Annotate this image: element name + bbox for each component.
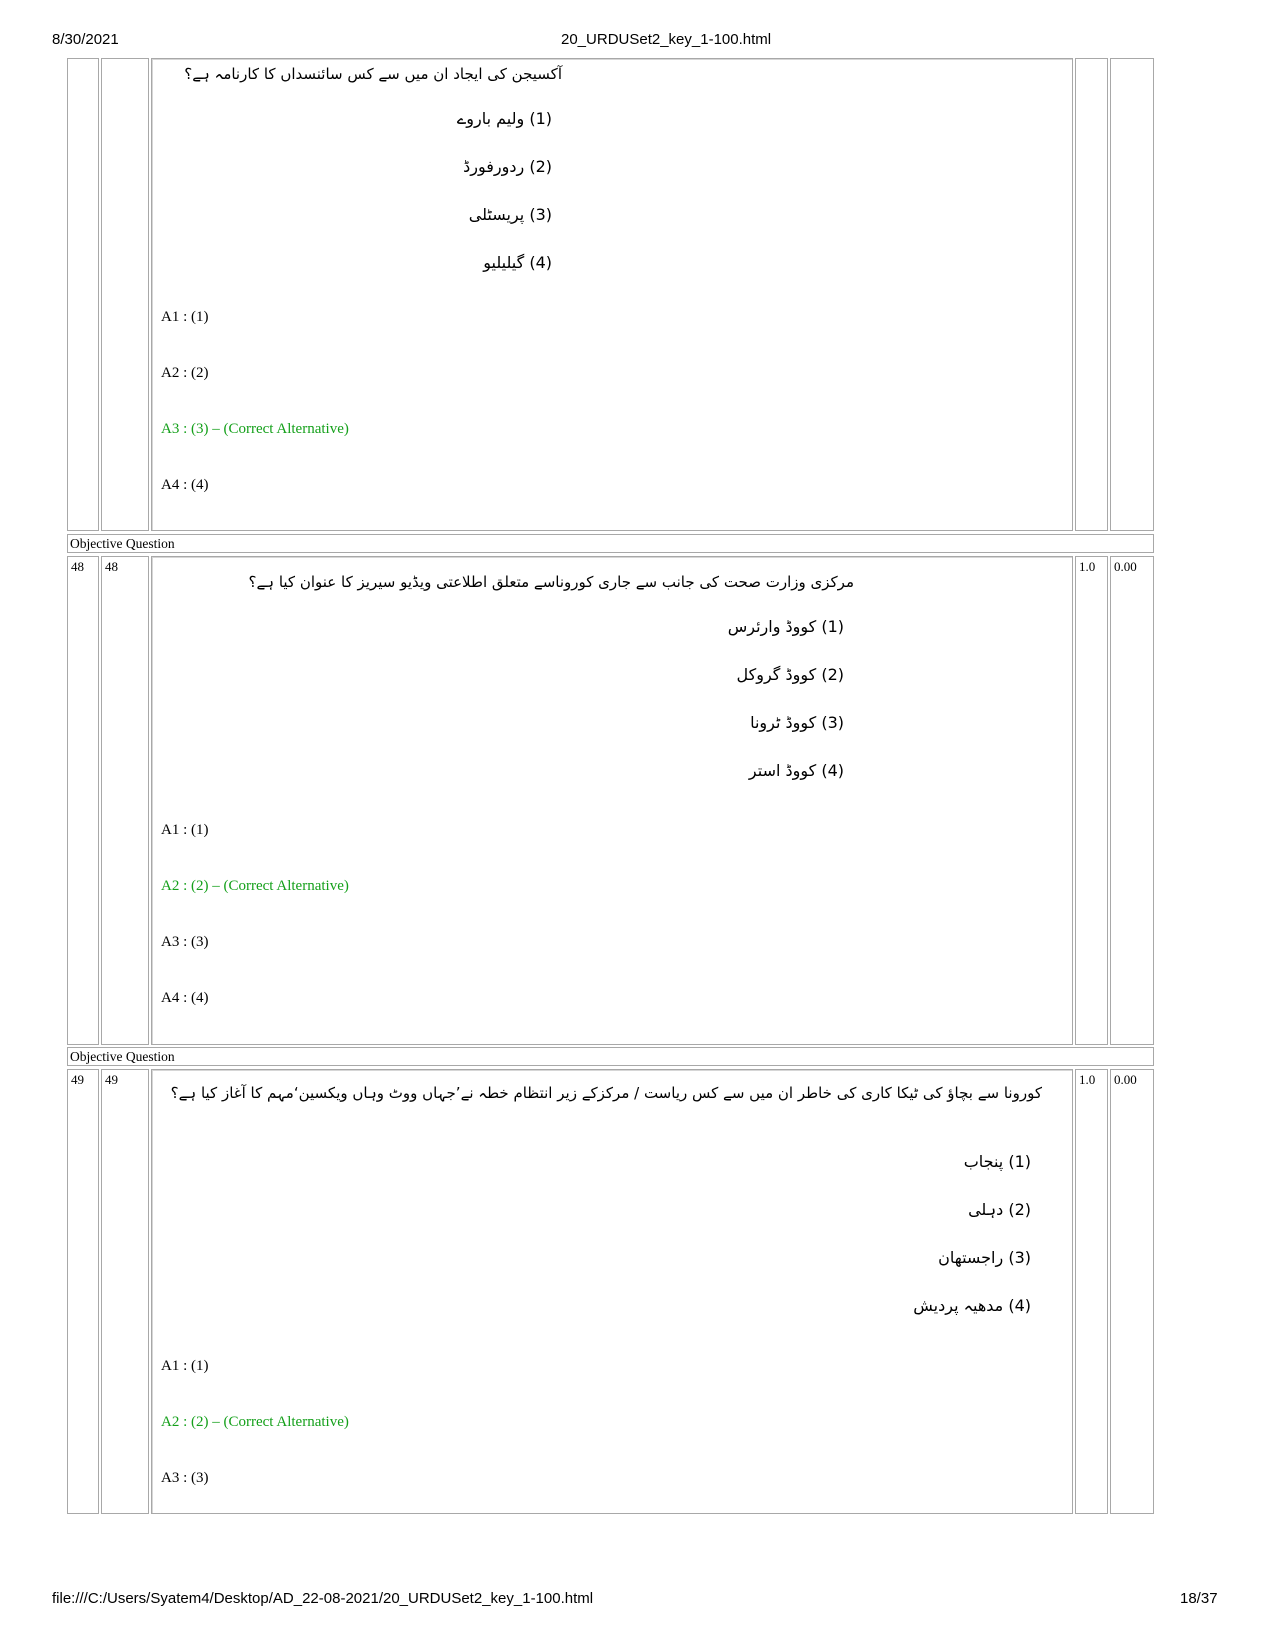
q49-section-band: [67, 1047, 1154, 1066]
q47-answer-1: A1 : (1): [161, 309, 209, 325]
print-page-number: 18/37: [1180, 1590, 1218, 1607]
q48-qid-cell: [101, 556, 149, 1045]
q47-sno-cell: [67, 58, 99, 531]
q47-answer-3-correct: A3 : (3) – (Correct Alternative): [161, 421, 349, 437]
q48-negative-cell: [1110, 556, 1154, 1045]
q49-sno-cell: [67, 1069, 99, 1514]
q47-option-2: (2) ردورفورڈ: [463, 157, 552, 176]
q49-answer-1: A1 : (1): [161, 1358, 209, 1374]
q48-answer-4: A4 : (4): [161, 990, 209, 1006]
q48-section-band: [67, 534, 1154, 553]
q49-qid-cell: [101, 1069, 149, 1514]
q47-answer-2: A2 : (2): [161, 365, 209, 381]
q49-option-1: (1) پنجاب: [963, 1152, 1031, 1171]
q49-option-3: (3) راجستھان: [938, 1248, 1031, 1267]
q47-marks-cell: [1075, 58, 1108, 531]
q49-sno: 49: [71, 1072, 84, 1087]
q49-section-label: Objective Question: [70, 1049, 175, 1064]
q48-question-text: مرکزی وزارت صحت کی جانب سے جاری کوروناسے متعلق اطلاعتی ویڈیو سیریز کا عنوان کیا ہے؟: [248, 573, 854, 591]
q47-qid-cell: [101, 58, 149, 531]
q48-answer-2-correct: A2 : (2) – (Correct Alternative): [161, 878, 349, 894]
q47-option-3: (3) پریسٹلی: [468, 205, 552, 224]
q48-marks: 1.0: [1079, 559, 1096, 574]
q49-answer-3: A3 : (3): [161, 1470, 209, 1486]
q49-marks: 1.0: [1079, 1072, 1096, 1087]
q48-option-1: (1) کووڈ وارئرس: [727, 617, 844, 636]
q49-option-4: (4) مدھیہ پردیش: [913, 1296, 1031, 1315]
q49-qid: 49: [105, 1072, 118, 1087]
q47-option-4: (4) گیلیلیو: [483, 253, 552, 272]
q47-negative-cell: [1110, 58, 1154, 531]
q47-option-1: (1) ولیم باروے: [456, 109, 552, 128]
q48-qid: 48: [105, 559, 118, 574]
q48-option-3: (3) کووڈ ٹرونا: [750, 713, 844, 732]
q48-section-label: Objective Question: [70, 536, 175, 551]
q48-answer-3: A3 : (3): [161, 934, 209, 950]
q49-negative: 0.00: [1114, 1072, 1137, 1087]
q48-sno: 48: [71, 559, 84, 574]
print-file-path: file:///C:/Users/Syatem4/Desktop/AD_22-08-2021/20_URDUSet2_key_1-100.html: [52, 1590, 594, 1607]
q48-option-2: (2) کووڈ گروکل: [736, 665, 844, 684]
q47-question-cell: [151, 58, 1073, 531]
q49-negative-cell: [1110, 1069, 1154, 1514]
q48-negative: 0.00: [1114, 559, 1137, 574]
q49-option-2: (2) دہلی: [968, 1200, 1031, 1219]
q49-question-cell: [151, 1069, 1073, 1514]
q47-answer-4: A4 : (4): [161, 477, 209, 493]
q48-sno-cell: [67, 556, 99, 1045]
q49-question-text: کورونا سے بچاؤ کی ٹیکا کاری کی خاطر ان میں سے کس ریاست / مرکزکے زیر انتظام خطہ نے’جہاں ووٹ وہاں ویکسین‘مہم کا آغاز کیا ہے؟: [170, 1084, 1042, 1102]
q48-option-4: (4) کووڈ استر: [748, 761, 844, 780]
q48-question-cell: [151, 556, 1073, 1045]
print-title: 20_URDUSet2_key_1-100.html: [561, 31, 772, 48]
q49-answer-2-correct: A2 : (2) – (Correct Alternative): [161, 1414, 349, 1430]
q48-answer-1: A1 : (1): [161, 822, 209, 838]
q48-marks-cell: [1075, 556, 1108, 1045]
print-date: 8/30/2021: [52, 31, 119, 48]
q49-marks-cell: [1075, 1069, 1108, 1514]
q47-question-text: آکسیجن کی ایجاد ان میں سے کس سائنسداں کا کارنامہ ہے؟: [184, 65, 562, 83]
